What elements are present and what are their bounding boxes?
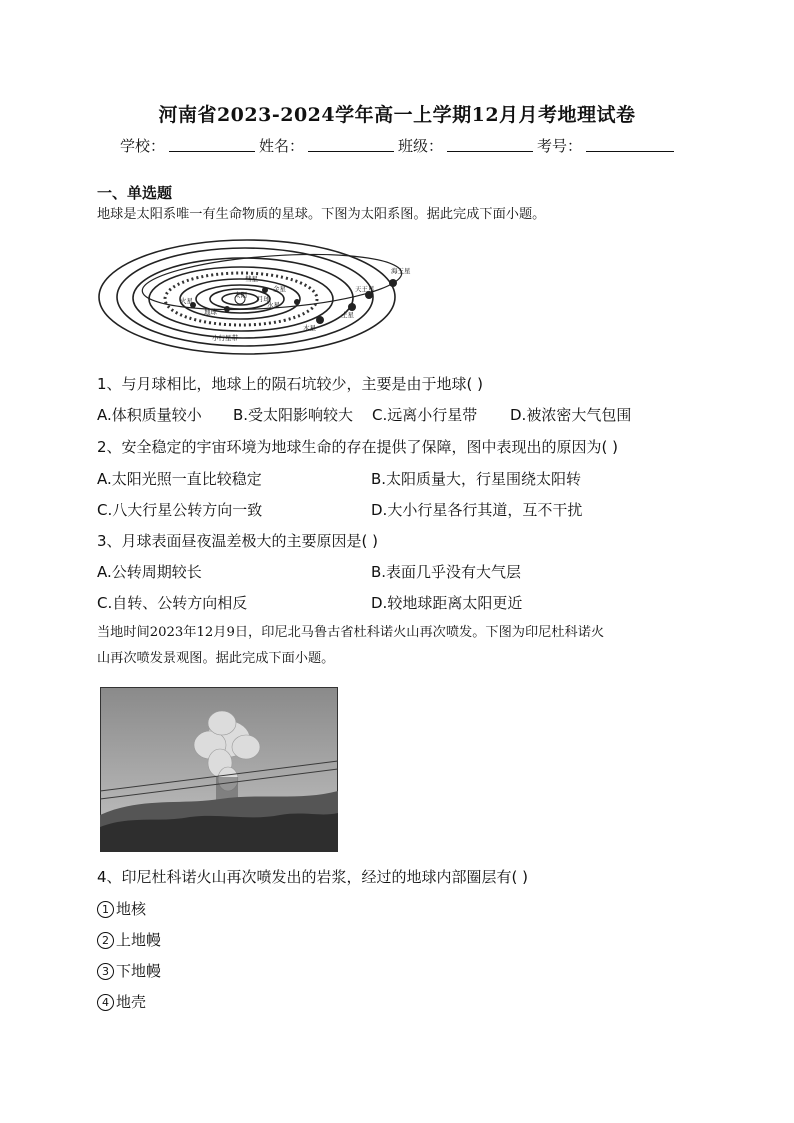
q4-item-text: 上地幔 bbox=[116, 931, 162, 949]
volcano-eruption-photo bbox=[100, 687, 338, 852]
class-label: 班级： bbox=[398, 137, 444, 155]
q2-option-a[interactable]: A.太阳光照一直比较稳定 bbox=[97, 470, 262, 488]
q4-item-4[interactable] bbox=[97, 991, 146, 1012]
circled-number: 1 bbox=[97, 901, 114, 918]
question-2-stem: 2、安全稳定的宇宙环境为地球生命的存在提供了保障，图中表现出的原因为( ) bbox=[97, 438, 619, 456]
exam-number-blank bbox=[586, 135, 674, 152]
student-info-line bbox=[0, 135, 794, 156]
mars-label: 火星 bbox=[180, 297, 193, 305]
neptune-mark bbox=[389, 279, 397, 287]
q1-option-a[interactable]: A.体积质量较小 bbox=[97, 406, 202, 424]
circled-number: 2 bbox=[97, 932, 114, 949]
q2-option-b[interactable]: B.太阳质量大，行星围绕太阳转 bbox=[371, 470, 582, 488]
q4-item-text: 地壳 bbox=[116, 993, 147, 1011]
saturn-mark bbox=[348, 303, 356, 311]
q1-option-b[interactable]: B.受太阳影响较大 bbox=[233, 406, 354, 424]
section-heading: 一、单选题 bbox=[97, 184, 173, 202]
name-label: 姓名： bbox=[258, 137, 304, 155]
school-label: 学校： bbox=[119, 137, 165, 155]
mercury-label: 水星 bbox=[267, 301, 280, 309]
sun-label: 太阳 bbox=[234, 291, 247, 299]
venus-label: 金星 bbox=[273, 285, 286, 293]
jupiter-label: 木星 bbox=[303, 324, 316, 332]
passage-volcano-line1: 当地时间2023年12月9日，印尼北马鲁古省杜科诺火山再次喷发。下图为印尼杜科诺火 bbox=[97, 625, 605, 640]
q3-option-d[interactable]: D.较地球距离太阳更近 bbox=[371, 594, 523, 612]
q4-item-1[interactable] bbox=[97, 898, 146, 919]
moon-label: 月球 bbox=[257, 295, 270, 303]
passage-volcano-line2: 山再次喷发景观图。据此完成下面小题。 bbox=[97, 651, 335, 666]
school-blank bbox=[169, 135, 255, 152]
saturn-label: 土星 bbox=[341, 311, 354, 319]
comet-label: 彗星 bbox=[245, 275, 258, 283]
mercury-mark bbox=[294, 299, 300, 305]
exam-number-label: 考号： bbox=[537, 137, 583, 155]
circled-number: 4 bbox=[97, 994, 114, 1011]
q3-option-b[interactable]: B.表面几乎没有大气层 bbox=[371, 563, 522, 581]
class-blank bbox=[447, 135, 533, 152]
uranus-label: 天王星 bbox=[355, 285, 375, 293]
question-1-stem: 1、与月球相比，地球上的陨石坑较少，主要是由于地球( ) bbox=[97, 375, 484, 393]
jupiter-mark bbox=[316, 316, 324, 324]
name-blank bbox=[308, 135, 394, 152]
question-4-stem: 4、印尼杜科诺火山再次喷发出的岩浆，经过的地球内部圈层有( ) bbox=[97, 868, 529, 886]
q4-item-3[interactable] bbox=[97, 960, 161, 981]
solar-system-diagram bbox=[97, 237, 417, 359]
q1-option-c[interactable]: C.远离小行星带 bbox=[372, 406, 478, 424]
q3-option-a[interactable]: A.公转周期较长 bbox=[97, 563, 202, 581]
q4-item-text: 下地幔 bbox=[116, 962, 162, 980]
venus-mark bbox=[262, 287, 268, 293]
asteroid-belt-label: 小行星带 bbox=[212, 334, 238, 342]
q2-option-c[interactable]: C.八大行星公转方向一致 bbox=[97, 501, 263, 519]
q4-item-2[interactable] bbox=[97, 929, 161, 950]
q3-option-c[interactable]: C.自转、公转方向相反 bbox=[97, 594, 248, 612]
neptune-label: 海王星 bbox=[391, 267, 411, 275]
q4-item-text: 地核 bbox=[116, 900, 147, 918]
earth-mark bbox=[224, 306, 230, 312]
page-title: 河南省2023-2024学年高一上学期12月月考地理试卷 bbox=[158, 104, 636, 126]
circled-number: 3 bbox=[97, 963, 114, 980]
question-3-stem: 3、月球表面昼夜温差极大的主要原因是( ) bbox=[97, 532, 379, 550]
q2-option-d[interactable]: D.大小行星各行其道，互不干扰 bbox=[371, 501, 583, 519]
q1-option-d[interactable]: D.被浓密大气包围 bbox=[510, 406, 632, 424]
earth-label: 地球 bbox=[204, 308, 217, 316]
passage-solar-system: 地球是太阳系唯一有生命物质的星球。下图为太阳系图。据此完成下面小题。 bbox=[97, 207, 546, 222]
